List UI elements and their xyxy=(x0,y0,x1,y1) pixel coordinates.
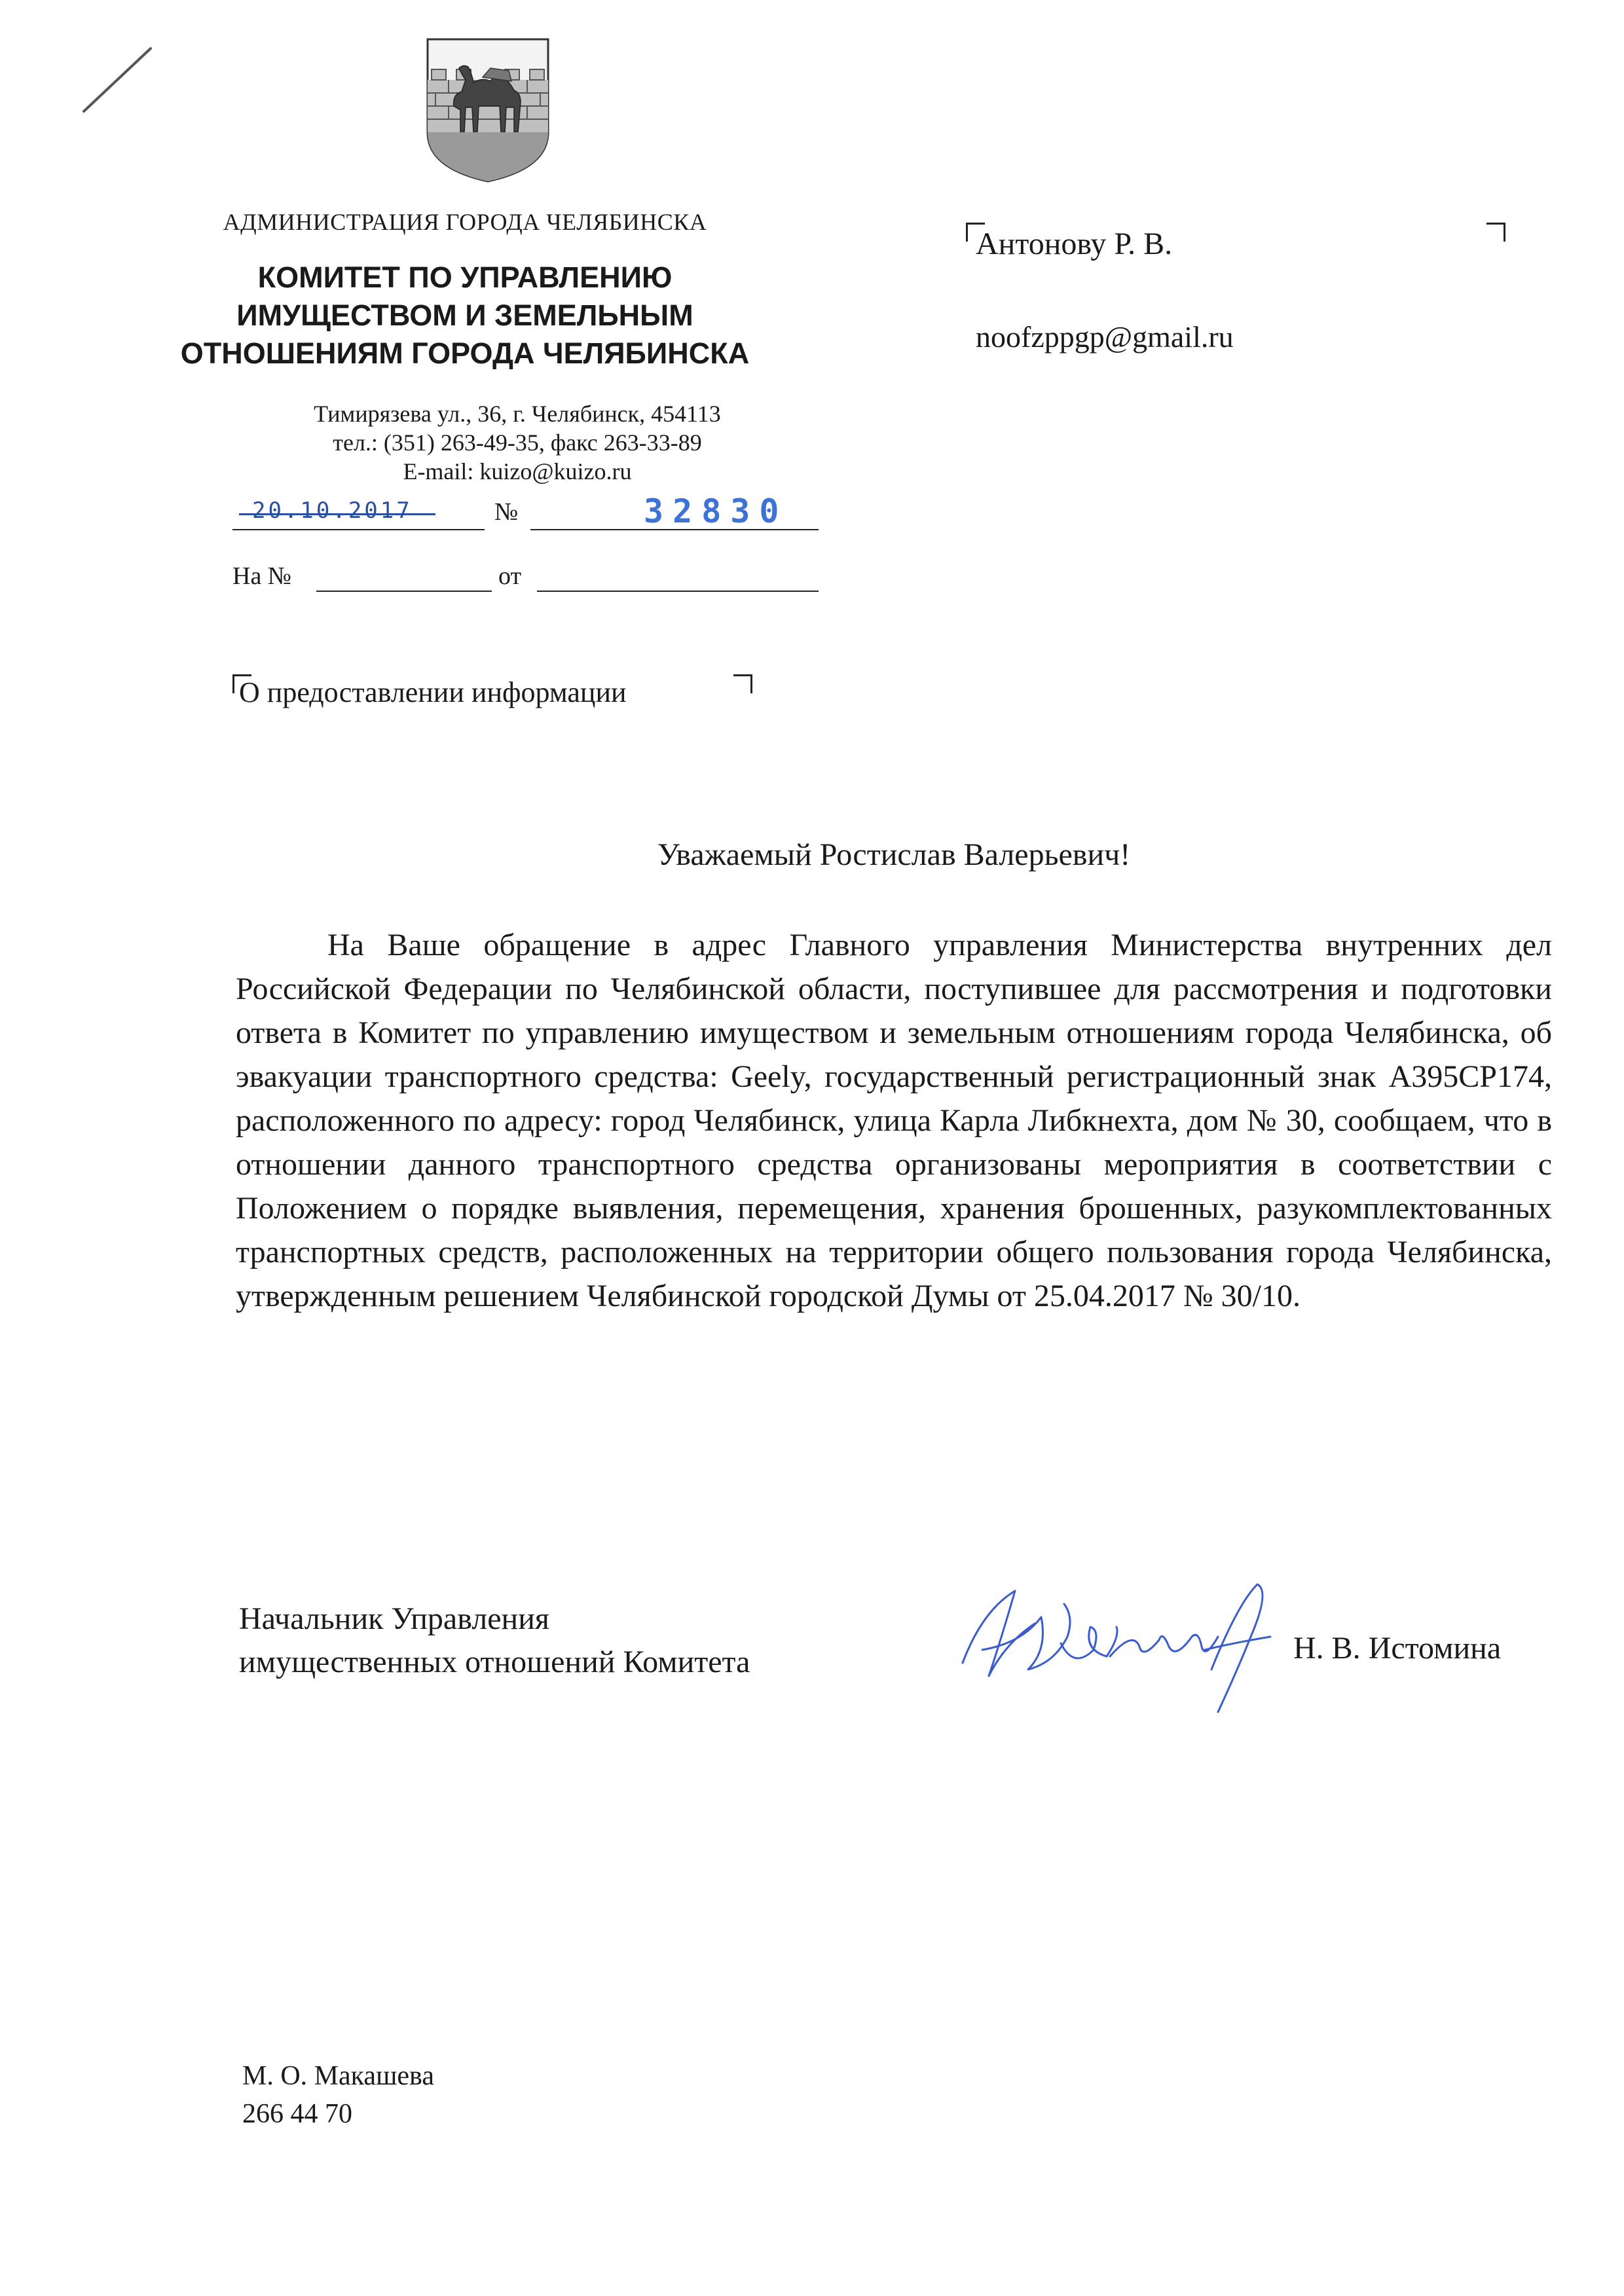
committee-line: КОМИТЕТ ПО УПРАВЛЕНИЮ xyxy=(257,261,673,294)
ref-label: На № xyxy=(232,562,292,590)
signatory-title xyxy=(239,1597,750,1684)
committee-name xyxy=(105,259,825,373)
letter-body: На Ваше обращение в адрес Главного управления Министерства внутренних дел Российской Федерации по Челябинской области, поступившее для рассмотрения и подготовки ответа в Комитет по управлению имуществом и земельным отношениям города Челябинска, об эвакуации транспортного средства: Geely, государственный регистрационный знак А395СР174, расположенного по адресу: город Челябинск, улица Карла Либкнехта, дом № 30, сообщаем, что в отношении данного транспортного средства организованы мероприятия в соответствии с Положением о порядке выявления, перемещения, хранения брошенных, разукомплектованных транспортных средств, расположенных на территории общего пользования города Челябинска, утвержденным решением Челябинской городской Думы от 25.04.2017 № 30/10. xyxy=(236,928,1552,1313)
signatory-name: Н. В. Истомина xyxy=(1293,1631,1502,1666)
number-label: № xyxy=(494,498,519,526)
executor-info xyxy=(242,2057,434,2133)
salutation: Уважаемый Ростислав Валерьевич! xyxy=(657,837,1131,872)
date-stamp: 20.10.2017 xyxy=(252,498,413,524)
date-underline xyxy=(232,529,485,530)
pen-mark xyxy=(77,41,208,119)
executor-phone: 266 44 70 xyxy=(242,2099,352,2129)
number-stamp: 32830 xyxy=(644,492,788,530)
committee-line: ОТНОШЕНИЯМ ГОРОДА ЧЕЛЯБИНСКА xyxy=(180,337,750,370)
addressee-name: Антонову Р. В. xyxy=(976,227,1173,261)
handwritten-signature xyxy=(943,1565,1297,1722)
coat-of-arms-emblem xyxy=(422,34,553,185)
signatory-title-line: имущественных отношений Комитета xyxy=(239,1645,750,1679)
ref-date-underline xyxy=(537,591,819,592)
addressee-email: noofzppgp@gmail.ru xyxy=(976,320,1234,354)
committee-phone: тел.: (351) 263-49-35, факс 263-33-89 xyxy=(333,429,702,456)
ref-from-label: от xyxy=(498,562,522,590)
committee-email: E-mail: kuizo@kuizo.ru xyxy=(403,458,632,484)
ref-number-underline xyxy=(316,591,492,592)
date-stamp-strike xyxy=(239,513,435,515)
signatory-title-line: Начальник Управления xyxy=(239,1601,549,1636)
outgoing-registration xyxy=(232,492,822,537)
subject-line: О предоставлении информации xyxy=(239,676,627,708)
administration-name: АДМИНИСТРАЦИЯ ГОРОДА ЧЕЛЯБИНСКА xyxy=(223,209,707,235)
committee-contacts xyxy=(105,399,930,486)
committee-address: Тимирязева ул., 36, г. Челябинск, 454113 xyxy=(314,401,721,427)
reference-row xyxy=(232,562,822,594)
executor-name: М. О. Макашева xyxy=(242,2061,434,2091)
committee-line: ИМУЩЕСТВОМ И ЗЕМЕЛЬНЫМ xyxy=(236,299,693,332)
